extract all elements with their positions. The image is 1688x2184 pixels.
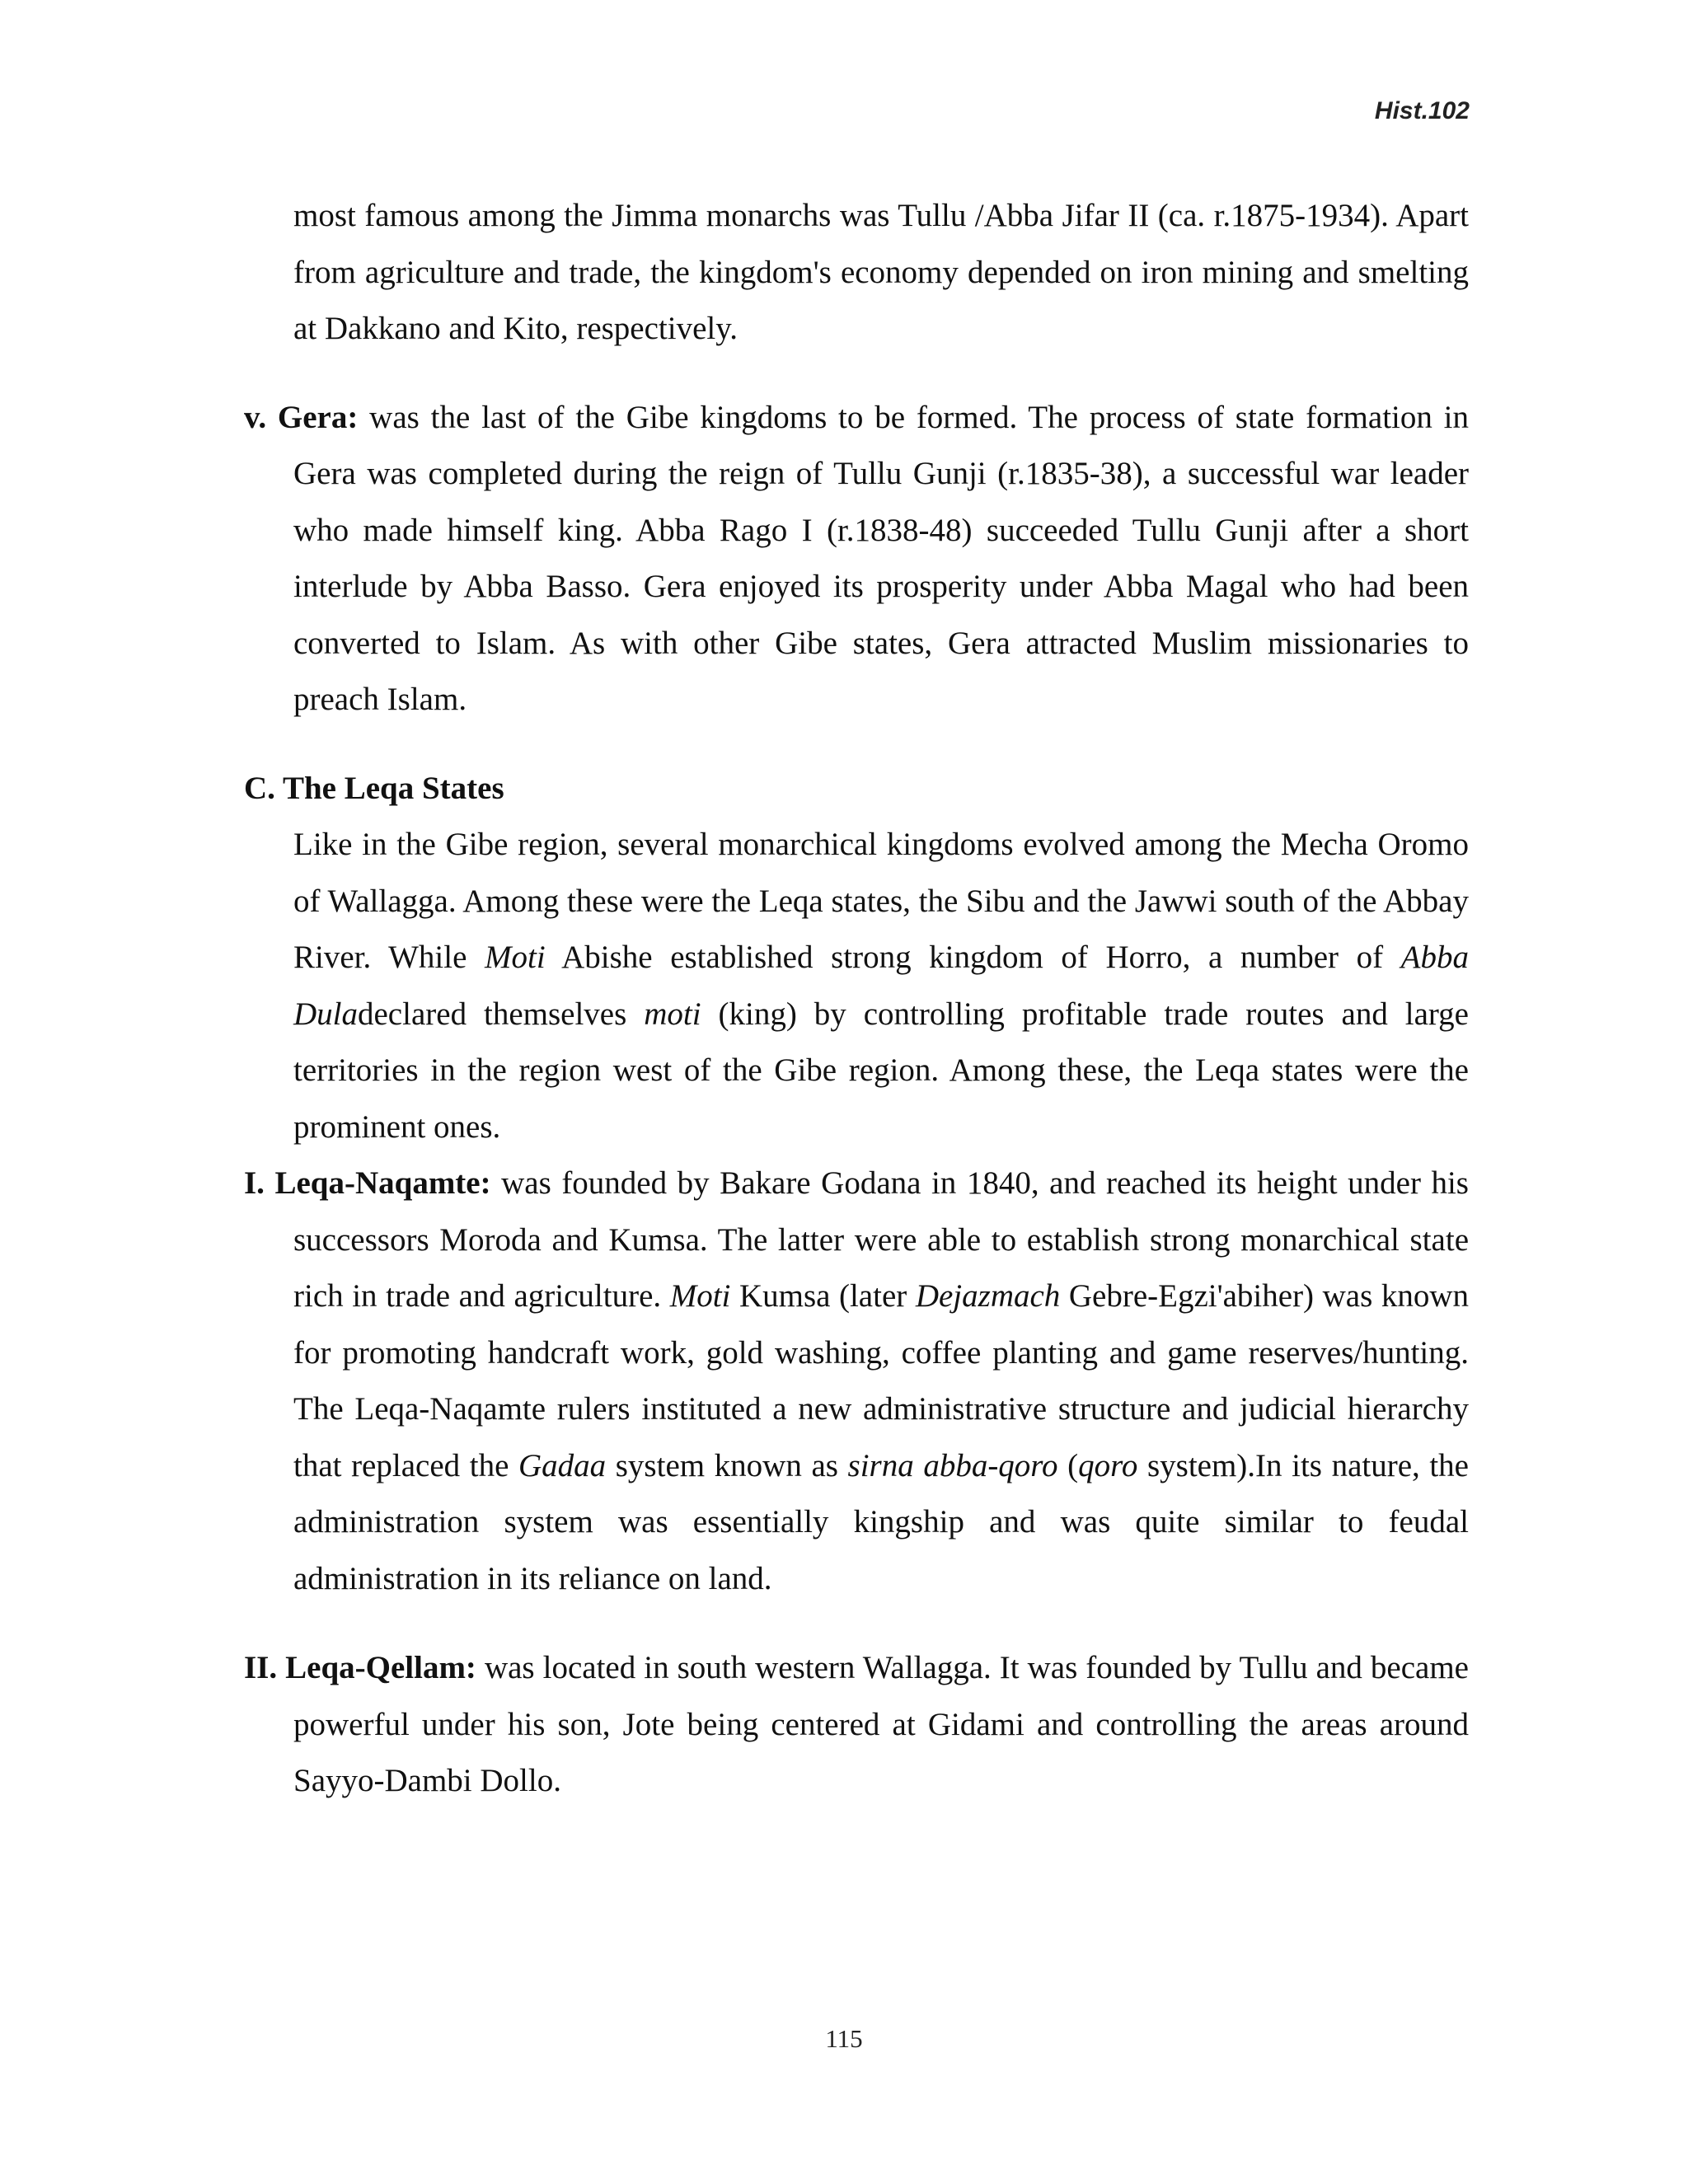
gera-section	[244, 390, 1469, 729]
leqa-text-2: Abishe established strong kingdom of Horro, a number of	[545, 940, 1401, 975]
leqa-term-abba-dula: Abba Dula	[293, 940, 1469, 1032]
leqa-states-paragraph	[244, 817, 1469, 1155]
leqa-qellam-text: was located in south western Wallagga. It was founded by Tullu and became powerful under his son, Jote being centered at Gidami and controlling the areas around Sayyo-Dambi Dollo.	[293, 1650, 1469, 1798]
leqa-text-4: (king) by controlling profitable trade routes and large territories in the region west of the Gibe region. Among these, the Leqa states were the prominent ones.	[293, 996, 1469, 1145]
naqamte-term-dejazmach: Dejazmach	[915, 1278, 1061, 1314]
page-body	[244, 188, 1469, 1810]
leqa-text-3: declared themselves	[358, 996, 645, 1032]
intro-paragraph: most famous among the Jimma monarchs was Tullu /Abba Jifar II (ca. r.1875-1934). Apart from agriculture and trade, the kingdom's economy depended on iron mining and smelting at Dakkano and Kito, respectively.	[293, 198, 1469, 346]
naqamte-term-moti: Moti	[669, 1278, 731, 1314]
naqamte-term-gadaa: Gadaa	[518, 1447, 607, 1483]
naqamte-text-2: Kumsa (later	[730, 1278, 916, 1314]
leqa-states-heading	[244, 761, 1469, 818]
leqa-naqamte-label: I. Leqa-Naqamte:	[244, 1165, 491, 1201]
leqa-term-moti-2: moti	[644, 996, 701, 1032]
gera-text: was the last of the Gibe kingdoms to be formed. The process of state formation in Gera was completed during the reign of Tullu Gunji (r.1835-38), a successful war leader who made himself king. Abba Rago I (r.1838-48) succeeded Tullu Gunji after a short interlude by Abba Basso. Gera enjoyed its prosperity under Abba Magal who had been converted to Islam. As with other Gibe states, Gera attracted Muslim missionaries to preach Islam.	[293, 399, 1470, 717]
naqamte-term-qoro: qoro	[1078, 1447, 1138, 1483]
naqamte-text-1: was founded by Bakare Godana in 1840, and reached its height under his successors Moroda and Kumsa. The latter were able to establish strong monarchical state rich in trade and agriculture.	[293, 1165, 1469, 1314]
leqa-qellam-section	[244, 1640, 1469, 1810]
naqamte-text-5: (	[1057, 1447, 1079, 1483]
leqa-text-1: Like in the Gibe region, several monarchical kingdoms evolved among the Mecha Oromo of Wallagga. Among these were the Leqa states, the Sibu and the Jawwi south of the Abbay River. While	[293, 827, 1469, 975]
naqamte-text-3: Gebre-Egzi'abiher) was known for promoting handcraft work, gold washing, coffee planting and game reserves/hunting. The Leqa-Naqamte rulers instituted a new administrative structure and judicial hierarchy that replaced the	[293, 1278, 1469, 1483]
naqamte-text-6: system).In its nature, the administration system was essentially kingship and was quite similar to feudal administration in its reliance on land.	[293, 1447, 1469, 1596]
leqa-states-heading-text: C. The Leqa States	[244, 770, 504, 806]
leqa-naqamte-section	[244, 1155, 1469, 1607]
running-header: Hist.102	[1374, 97, 1470, 124]
leqa-term-moti: Moti	[485, 940, 546, 975]
naqamte-term-sirna: sirna abba-qoro	[847, 1447, 1058, 1483]
page-number: 115	[825, 2024, 863, 2053]
leqa-qellam-label: II. Leqa-Qellam:	[244, 1650, 476, 1685]
gera-label: v. Gera:	[244, 399, 359, 435]
naqamte-text-4: system known as	[606, 1447, 848, 1483]
